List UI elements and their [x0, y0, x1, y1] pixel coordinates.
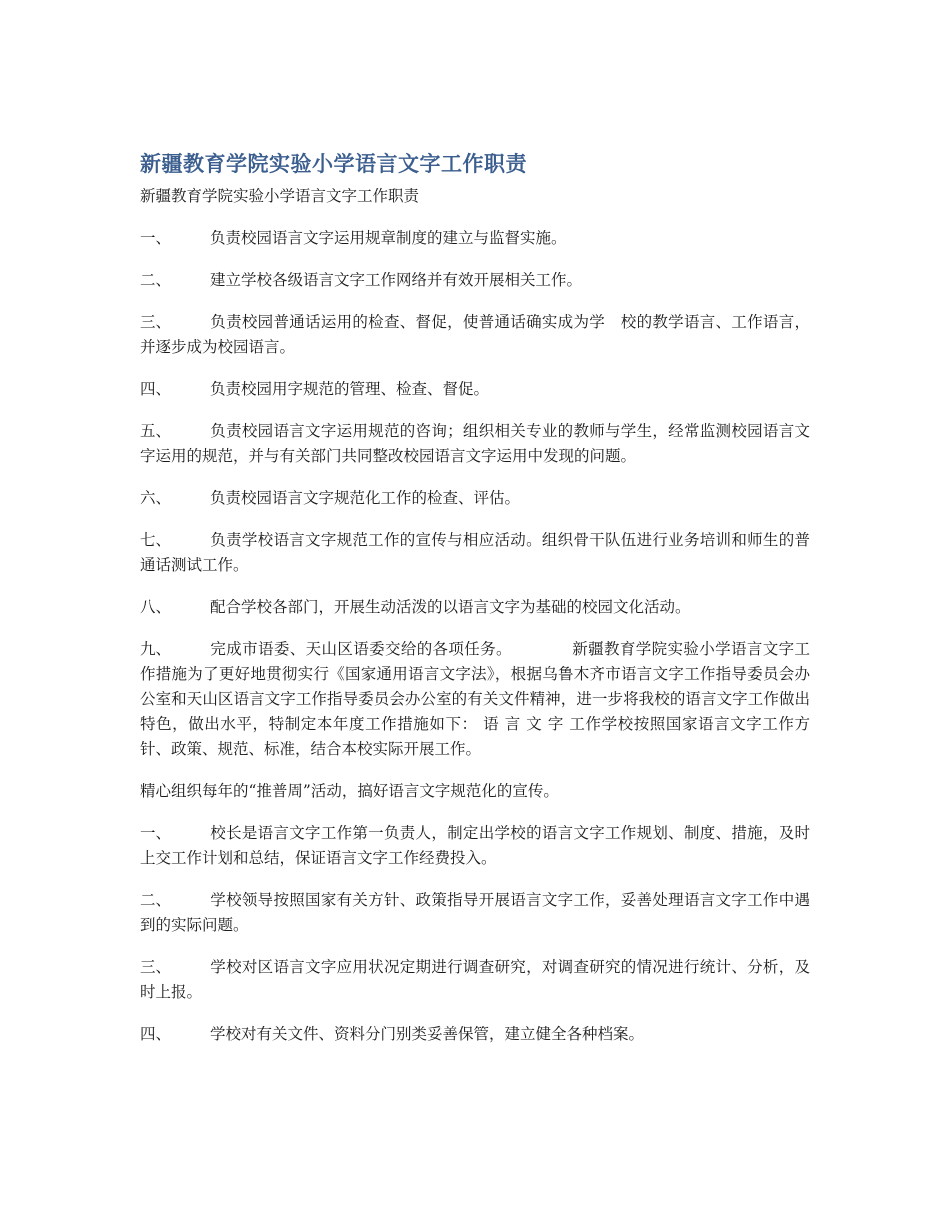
measure-text: 学校对区语言文字应用状况定期进行调查研究，对调查研究的情况进行统计、分析，及时上报。 — [140, 958, 810, 1001]
duty-item — [140, 419, 810, 469]
measure-text: 学校对有关文件、资料分门别类妥善保管，建立健全各种档案。 — [210, 1025, 645, 1043]
duty-number: 五、 — [140, 422, 172, 440]
measure-number: 二、 — [140, 891, 172, 909]
duty-number: 二、 — [140, 271, 172, 289]
duty-number: 七、 — [140, 531, 172, 549]
measure-number: 三、 — [140, 958, 172, 976]
duty-number: 八、 — [140, 598, 172, 616]
duty-text: 负责校园语言文字运用规章制度的建立与监督实施。 — [210, 229, 567, 247]
measure-item — [140, 955, 810, 1005]
duty-text: 建立学校各级语言文字工作网络并有效开展相关工作。 — [210, 271, 583, 289]
duty-item-nine — [140, 637, 810, 762]
measure-item — [140, 1022, 810, 1047]
duty-item — [140, 226, 810, 251]
document-content — [140, 148, 810, 1064]
measure-item — [140, 888, 810, 938]
measure-item — [140, 821, 810, 871]
duty-number: 九、 — [140, 640, 172, 658]
measure-number: 四、 — [140, 1025, 172, 1043]
duty-item — [140, 310, 810, 360]
duty-number: 四、 — [140, 380, 172, 398]
duty-item — [140, 595, 810, 620]
duty-text: 负责校园语言文字运用规范的咨询；组织相关专业的教师与学生，经常监测校园语言文字运用的规范，并与有关部门共同整改校园语言文字运用中发现的问题。 — [140, 422, 810, 465]
duty-text: 负责校园语言文字规范化工作的检查、评估。 — [210, 489, 521, 507]
duty-number: 六、 — [140, 489, 172, 507]
duty-item — [140, 377, 810, 402]
measure-number: 一、 — [140, 824, 172, 842]
measure-text: 学校领导按照国家有关方针、政策指导开展语言文字工作，妥善处理语言文字工作中遇到的实际问题。 — [140, 891, 810, 934]
document-subtitle: 新疆教育学院实验小学语言文字工作职责 — [140, 187, 420, 205]
measures-preamble: 新疆教育学院实验小学语言文字工作措施为了更好地贯彻实行《国家通用语言文字法》，根据乌鲁木齐市语言文字工作指导委员会办公室和天山区语言文字工作指导委员会办公室的有关文件精神，进一步将我校的语言文字工作做出特色，做出水平，特制定本年度工作措施如下： 语 言 文 字 工作学校按照国家语言文字工作方针、政策、规范、标准，结合本校实际开展工作。 — [140, 640, 810, 758]
intro-paragraph: 精心组织每年的“推普周”活动，搞好语言文字规范化的宣传。 — [140, 782, 559, 800]
duty-item — [140, 486, 810, 511]
duty-text: 负责校园普通话运用的检查、督促，使普通话确实成为学 校的教学语言、工作语言，并逐步成为校园语言。 — [140, 313, 810, 356]
measure-text: 校长是语言文字工作第一负责人，制定出学校的语言文字工作规划、制度、措施，及时上交工作计划和总结，保证语言文字工作经费投入。 — [140, 824, 810, 867]
duty-text: 负责学校语言文字规范工作的宣传与相应活动。组织骨干队伍进行业务培训和师生的普通话测试工作。 — [140, 531, 810, 574]
duty-item — [140, 528, 810, 578]
duty-text: 完成市语委、天山区语委交给的各项任务。 — [210, 640, 512, 658]
duty-text: 配合学校各部门，开展生动活泼的以语言文字为基础的校园文化活动。 — [210, 598, 691, 616]
duty-text: 负责校园用字规范的管理、检查、督促。 — [210, 380, 490, 398]
duty-item — [140, 268, 810, 293]
duty-number: 三、 — [140, 313, 172, 331]
document-title: 新疆教育学院实验小学语言文字工作职责 — [140, 152, 527, 176]
duty-number: 一、 — [140, 229, 172, 247]
